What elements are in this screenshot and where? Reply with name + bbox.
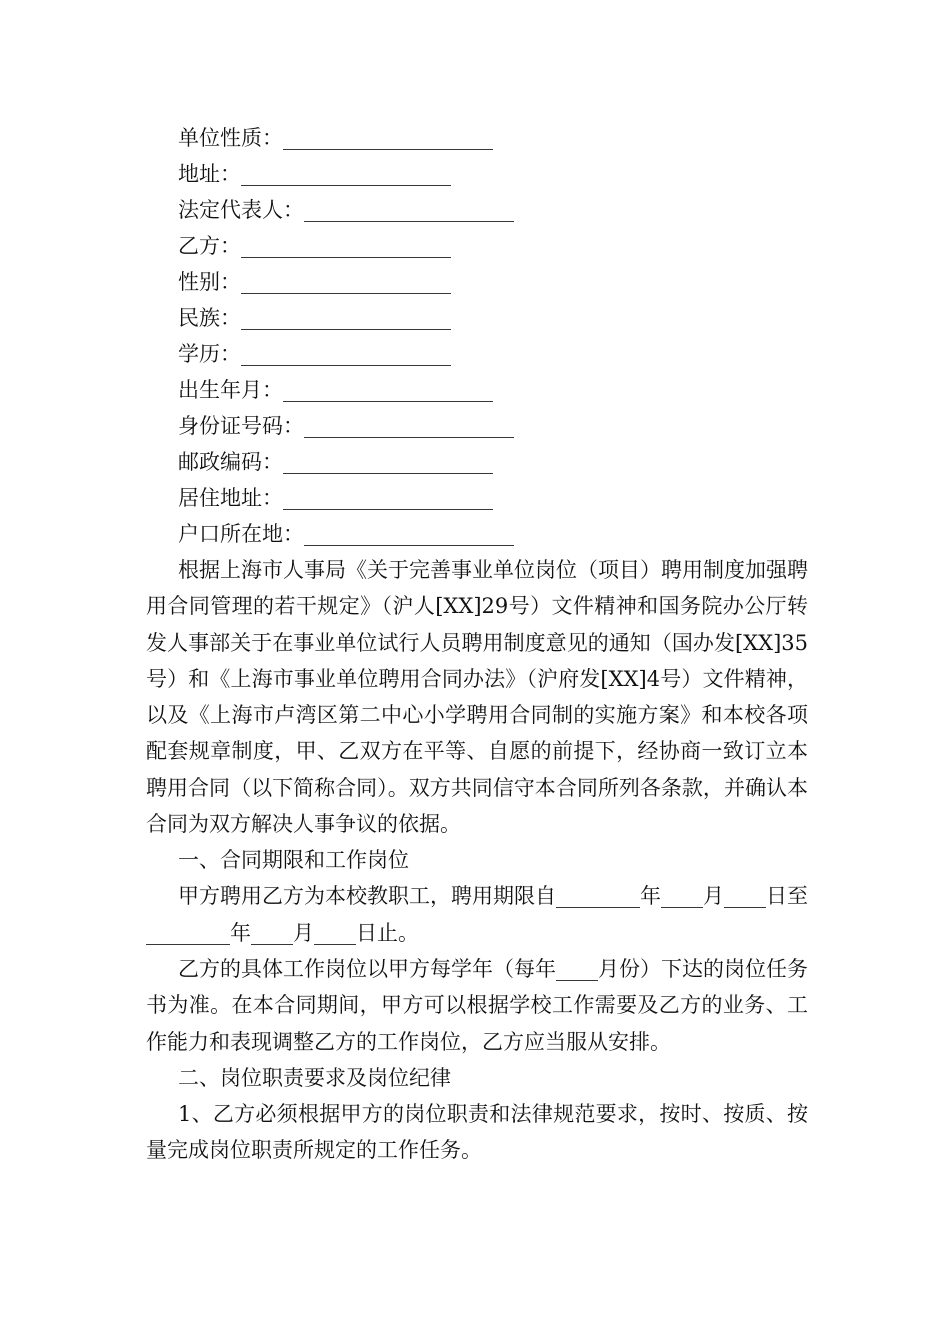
document-page xyxy=(146,120,808,1168)
section-2-heading: 二、岗位职责要求及岗位纪律 xyxy=(178,1065,451,1090)
contract-term-paragraph: 甲方聘用乙方为本校教职工，聘用期限自________年____月____日至________年____月____日止。 xyxy=(146,884,808,945)
section-1-heading: 一、合同期限和工作岗位 xyxy=(178,848,409,873)
job-position-paragraph: 乙方的具体工作岗位以甲方每学年（每年____月份）下达的岗位任务书为准。在本合同期间，甲方可以根据学校工作需要及乙方的业务、工作能力和表现调整乙方的工作岗位，乙方应当服从安排。 xyxy=(146,956,808,1054)
field-postal-code: 邮政编码：____________________ xyxy=(178,450,493,474)
field-birth-date: 出生年月：____________________ xyxy=(178,378,493,402)
field-unit-nature: 单位性质：____________________ xyxy=(178,126,493,150)
field-residential-address: 居住地址：____________________ xyxy=(178,486,493,510)
duty-1-paragraph: 1、乙方必须根据甲方的岗位职责和法律规范要求，按时、按质、按量完成岗位职责所规定的工作任务。 xyxy=(146,1101,808,1163)
field-legal-representative: 法定代表人：____________________ xyxy=(178,198,514,222)
field-ethnicity: 民族：____________________ xyxy=(178,306,451,330)
field-household-registration: 户口所在地：____________________ xyxy=(178,522,514,546)
field-education: 学历：____________________ xyxy=(178,342,451,366)
field-address: 地址：____________________ xyxy=(178,162,451,186)
preamble-paragraph: 根据上海市人事局《关于完善事业单位岗位（项目）聘用制度加强聘用合同管理的若干规定》（沪人[XX]29号）文件精神和国务院办公厅转发人事部关于在事业单位试行人员聘用制度意见的通知（国办发[XX]35号）和《上海市事业单位聘用合同办法》（沪府发[XX]4号）文件精神，以及《上海市卢湾区第二中心小学聘用合同制的实施方案》和本校各项配套规章制度，甲、乙双方在平等、自愿的前提下，经协商一致订立本聘用合同（以下简称合同）。双方共同信守本合同所列各条款，并确认本合同为双方解决人事争议的依据。 xyxy=(146,558,808,837)
field-party-b: 乙方：____________________ xyxy=(178,234,451,258)
field-gender: 性别：____________________ xyxy=(178,270,451,294)
field-id-number: 身份证号码：____________________ xyxy=(178,414,514,438)
